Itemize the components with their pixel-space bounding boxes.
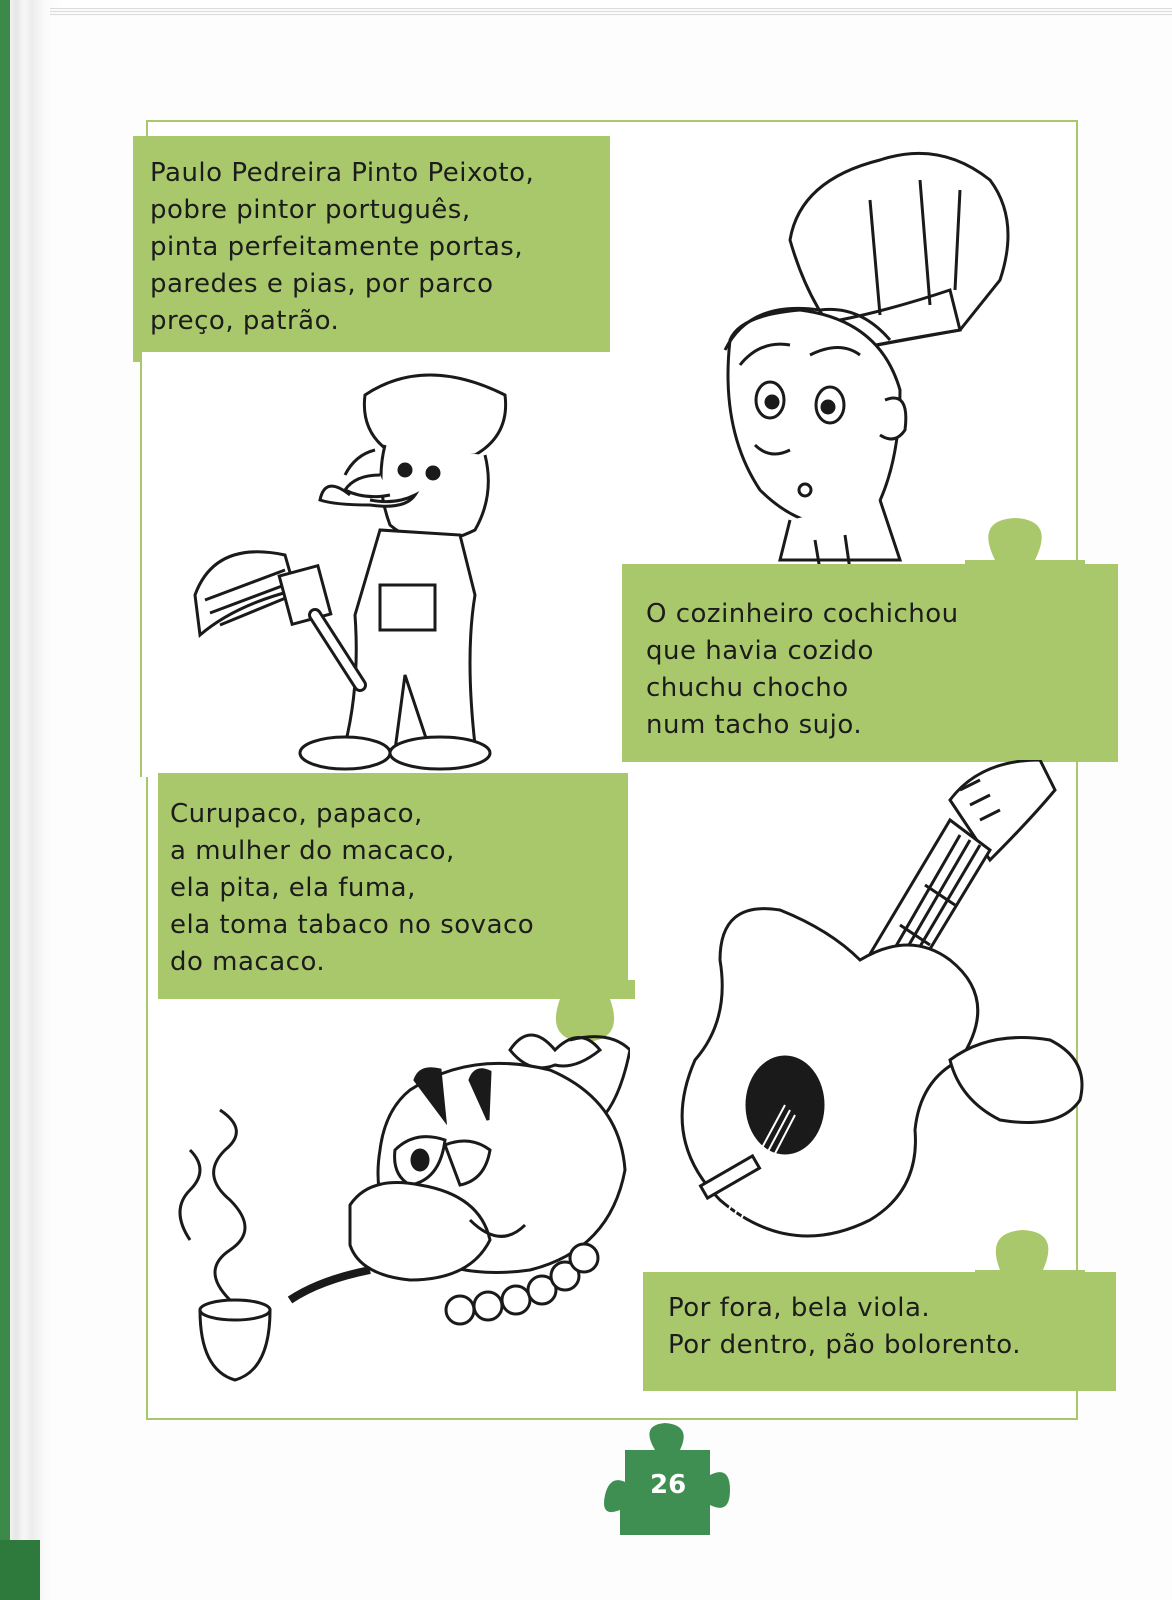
painter-verse bbox=[150, 155, 534, 340]
monkey-verse-line: ela pita, ela fuma, bbox=[170, 873, 416, 903]
guitar-verse-line: Por fora, bela viola. bbox=[668, 1293, 931, 1323]
monkey-verse-line: ela toma tabaco no sovaco bbox=[170, 910, 535, 940]
cook-verse-line: chuchu chocho bbox=[646, 673, 849, 703]
painter-verse-line: Paulo Pedreira Pinto Peixoto, bbox=[150, 158, 535, 188]
cook-verse-line: num tacho sujo. bbox=[646, 710, 863, 740]
book-cover-corner bbox=[0, 1540, 40, 1600]
painter-with-brush-icon bbox=[175, 355, 535, 775]
monkey-verse-line: a mulher do macaco, bbox=[170, 836, 455, 866]
painter-verse-line: pinta perfeitamente portas, bbox=[150, 232, 524, 262]
cook-verse bbox=[646, 596, 959, 744]
page-top-edge bbox=[50, 8, 1172, 16]
guitar-verse bbox=[668, 1290, 1021, 1364]
painter-verse-line: paredes e pias, por parco bbox=[150, 269, 494, 299]
book-cover-edge bbox=[0, 0, 10, 1600]
cook-verse-line: O cozinheiro cochichou bbox=[646, 599, 959, 629]
painter-verse-line: pobre pintor português, bbox=[150, 195, 471, 225]
guitar-icon bbox=[660, 760, 1100, 1280]
monkey-verse bbox=[170, 796, 534, 981]
painter-verse-line: preço, patrão. bbox=[150, 306, 340, 336]
monkey-verse-line: Curupaco, papaco, bbox=[170, 799, 423, 829]
monkey-verse-line: do macaco. bbox=[170, 947, 326, 977]
guitar-verse-line: Por dentro, pão bolorento. bbox=[668, 1330, 1021, 1360]
monkey-smoking-pipe-icon bbox=[170, 1010, 630, 1405]
page-number: 26 bbox=[650, 1470, 687, 1500]
cook-verse-line: que havia cozido bbox=[646, 636, 874, 666]
